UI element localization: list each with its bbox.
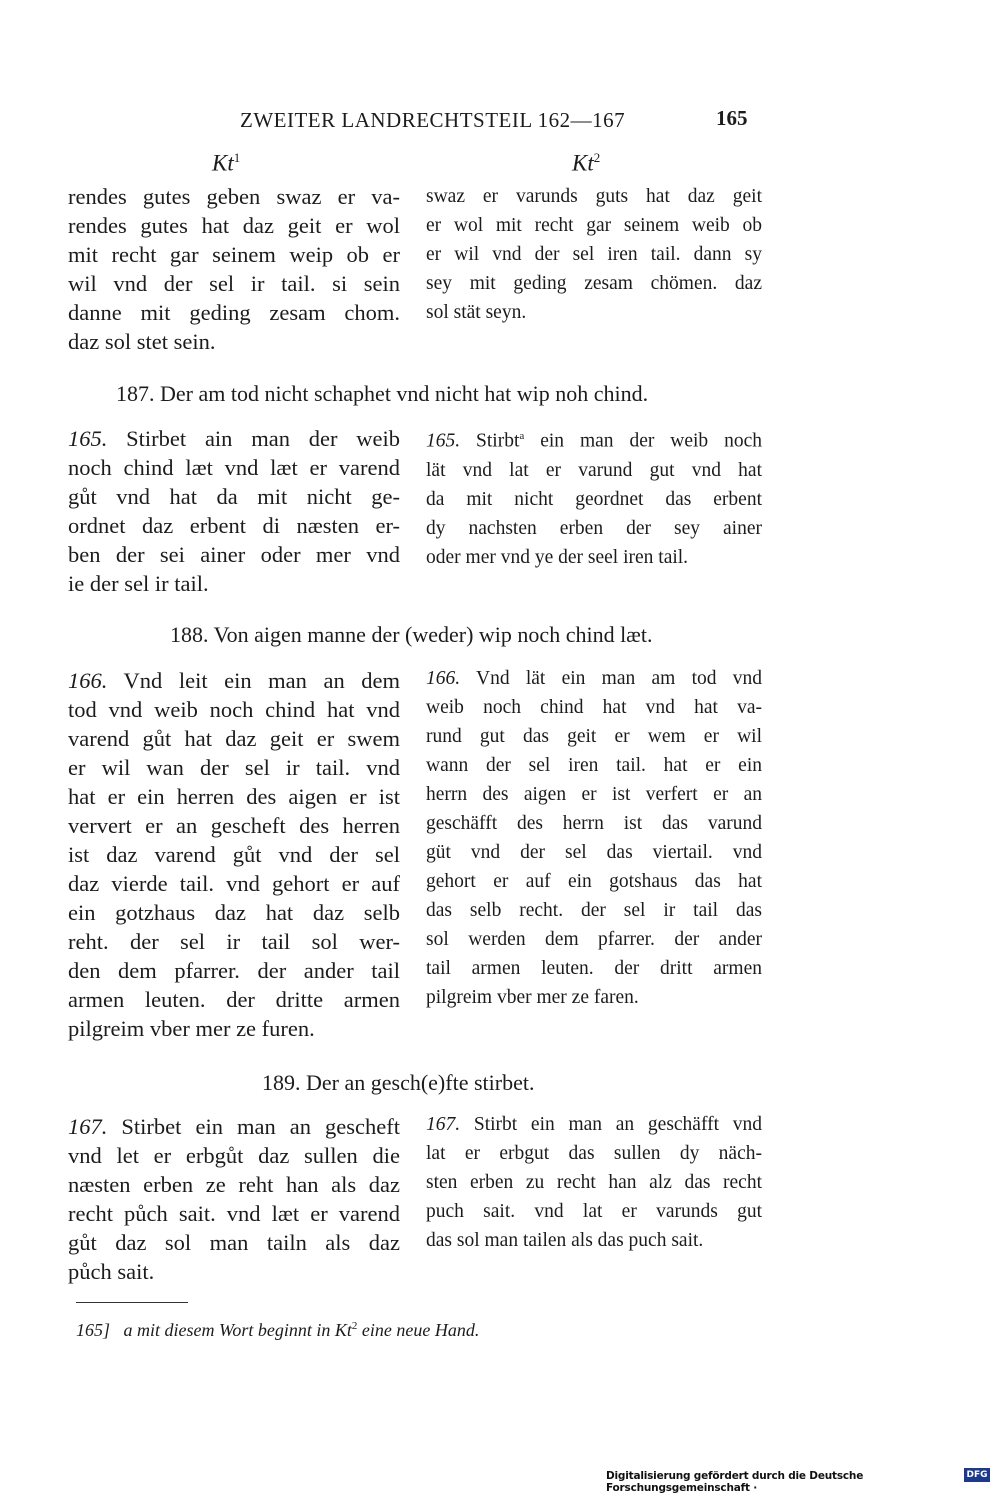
siglum-right: Kt$^2$ bbox=[572, 150, 601, 176]
section-187-right-text bbox=[426, 422, 762, 572]
section-187-left-text bbox=[68, 424, 400, 598]
text-line: lät vnd lat er varund gut vnd hat bbox=[426, 459, 762, 481]
text-line: er wol mit recht gar seinem weib ob bbox=[426, 215, 762, 236]
text-line: næsten erben ze reht han als daz bbox=[68, 1172, 400, 1197]
text-line: gůt daz sol man tailn als daz bbox=[68, 1230, 400, 1255]
text-line: tod vnd weib noch chind hat vnd bbox=[68, 697, 400, 722]
text-line: rendes gutes geben swaz er va- bbox=[68, 184, 400, 209]
text-line: sol werden dem pfarrer. der ander bbox=[426, 929, 762, 950]
footnote-ref: 165] bbox=[76, 1320, 111, 1340]
section-heading-188: 188. Von aigen manne der (weder) wip noch chind læt. bbox=[170, 622, 653, 647]
section-189-left-text bbox=[68, 1112, 400, 1286]
text-line: daz sol stet sein. bbox=[68, 329, 216, 354]
text-line: rendes gutes hat daz geit er wol bbox=[68, 213, 400, 238]
siglum-left: Kt$^1$ bbox=[212, 150, 241, 176]
dfg-logo-icon: DFG bbox=[964, 1468, 990, 1482]
text-line: ververt er an gescheft des herren bbox=[68, 813, 400, 838]
text-line: sol stät seyn. bbox=[426, 302, 527, 323]
text-line: recht půch sait. vnd læt er varend bbox=[68, 1201, 400, 1226]
text-line: lat er erbgut das sullen dy näch- bbox=[426, 1143, 762, 1164]
text-line: rund gut das geit er wem er wil bbox=[426, 726, 762, 747]
paragraph-number: 167. bbox=[426, 1114, 461, 1135]
text-line: 165. Stirbt$^a$ ein man der weib noch bbox=[426, 430, 762, 452]
text-line: půch sait. bbox=[68, 1259, 155, 1284]
paragraph-number: 167. bbox=[68, 1114, 108, 1139]
footnote-divider bbox=[76, 1302, 188, 1303]
text-line: das selb recht. der sel ir tail das bbox=[426, 900, 762, 921]
running-header: ZWEITER LANDRECHTSTEIL 162—167 bbox=[240, 108, 626, 132]
block0-left-text bbox=[68, 182, 400, 356]
text-line: ie der sel ir tail. bbox=[68, 571, 209, 596]
text-line: gůt vnd hat da mit nicht ge- bbox=[68, 484, 400, 509]
text-line: das sol man tailen als das puch sait. bbox=[426, 1230, 704, 1251]
text-line: ordnet daz erbent di næsten er- bbox=[68, 513, 400, 538]
footnote-marker: a bbox=[519, 430, 525, 442]
section-188-right-text bbox=[426, 664, 762, 1012]
text-line: er wil vnd der sel iren tail. dann sy bbox=[426, 244, 762, 265]
paragraph-number: 166. bbox=[68, 668, 108, 693]
funding-credit: Digitalisierung gefördert durch die Deutsche Forschungsgemeinschaft · bbox=[606, 1470, 864, 1494]
text-line: pilgreim vber mer ze furen. bbox=[68, 1016, 315, 1041]
text-line: mit recht gar seinem weip ob er bbox=[68, 242, 400, 267]
text-line: reht. der sel ir tail sol wer- bbox=[68, 929, 400, 954]
text-line: oder mer vnd ye der seel iren tail. bbox=[426, 546, 689, 568]
text-line: 166. Vnd lät ein man am tod vnd bbox=[426, 668, 762, 689]
text-line: ein gotzhaus daz hat daz selb bbox=[68, 900, 400, 925]
text-line: puch sait. vnd lat er varunds gut bbox=[426, 1201, 762, 1222]
text-line: danne mit geding zesam chom. bbox=[68, 300, 400, 325]
text-line: dy nachsten erben der sey ainer bbox=[426, 517, 762, 539]
text-line: den dem pfarrer. der ander tail bbox=[68, 958, 400, 983]
text-line: armen leuten. der dritte armen bbox=[68, 987, 400, 1012]
text-line: 165. Stirbet ain man der weib bbox=[68, 426, 400, 451]
text-line: ben der sei ainer oder mer vnd bbox=[68, 542, 400, 567]
text-line: 166. Vnd leit ein man an dem bbox=[68, 668, 400, 693]
text-line: da mit nicht geordnet das erbent bbox=[426, 488, 762, 510]
text-line: vnd let er erbgůt daz sullen die bbox=[68, 1143, 400, 1168]
section-188-left-text bbox=[68, 666, 400, 1043]
text-line: ist daz varend gůt vnd der sel bbox=[68, 842, 400, 867]
text-line: herrn des aigen er ist verfert er an bbox=[426, 784, 762, 805]
block0-right-text bbox=[426, 182, 762, 327]
text-line: weib noch chind hat vnd hat va- bbox=[426, 697, 762, 718]
text-line: er wil wan der sel ir tail. vnd bbox=[68, 755, 400, 780]
text-line: pilgreim vber mer ze faren. bbox=[426, 987, 639, 1008]
paragraph-number: 166. bbox=[426, 668, 461, 689]
text-line: hat er ein herren des aigen er ist bbox=[68, 784, 400, 809]
text-line: 167. Stirbet ein man an gescheft bbox=[68, 1114, 400, 1139]
text-line: wann der sel iren tail. hat er ein bbox=[426, 755, 762, 776]
page-number: 165 bbox=[716, 106, 748, 130]
section-heading-189: 189. Der an gesch(e)fte stirbet. bbox=[262, 1070, 535, 1095]
text-line: varend gůt hat daz geit er swem bbox=[68, 726, 400, 751]
section-189-right-text bbox=[426, 1110, 762, 1255]
text-line: geschäfft des herrn ist das varund bbox=[426, 813, 762, 834]
text-line: 167. Stirbt ein man an geschäfft vnd bbox=[426, 1114, 762, 1135]
text-line: gehort er auf ein gotshaus das hat bbox=[426, 871, 762, 892]
paragraph-number: 165. bbox=[68, 426, 108, 451]
text-line: daz vierde tail. vnd gehort er auf bbox=[68, 871, 400, 896]
text-line: noch chind læt vnd læt er varend bbox=[68, 455, 400, 480]
footnote: 165] a mit diesem Wort beginnt in Kt$^2$ eine neue Hand. bbox=[76, 1320, 480, 1340]
text-line: swaz er varunds guts hat daz geit bbox=[426, 186, 762, 207]
text-line: güt vnd der sel das viertail. vnd bbox=[426, 842, 762, 863]
text-line: tail armen leuten. der dritt armen bbox=[426, 958, 762, 979]
text-line: wil vnd der sel ir tail. si sein bbox=[68, 271, 400, 296]
paragraph-number: 165. bbox=[426, 430, 461, 452]
text-line: sey mit geding zesam chömen. daz bbox=[426, 273, 762, 294]
section-heading-187: 187. Der am tod nicht schaphet vnd nicht hat wip noh chind. bbox=[116, 381, 649, 406]
text-line: sten erben zu recht han alz das recht bbox=[426, 1172, 762, 1193]
